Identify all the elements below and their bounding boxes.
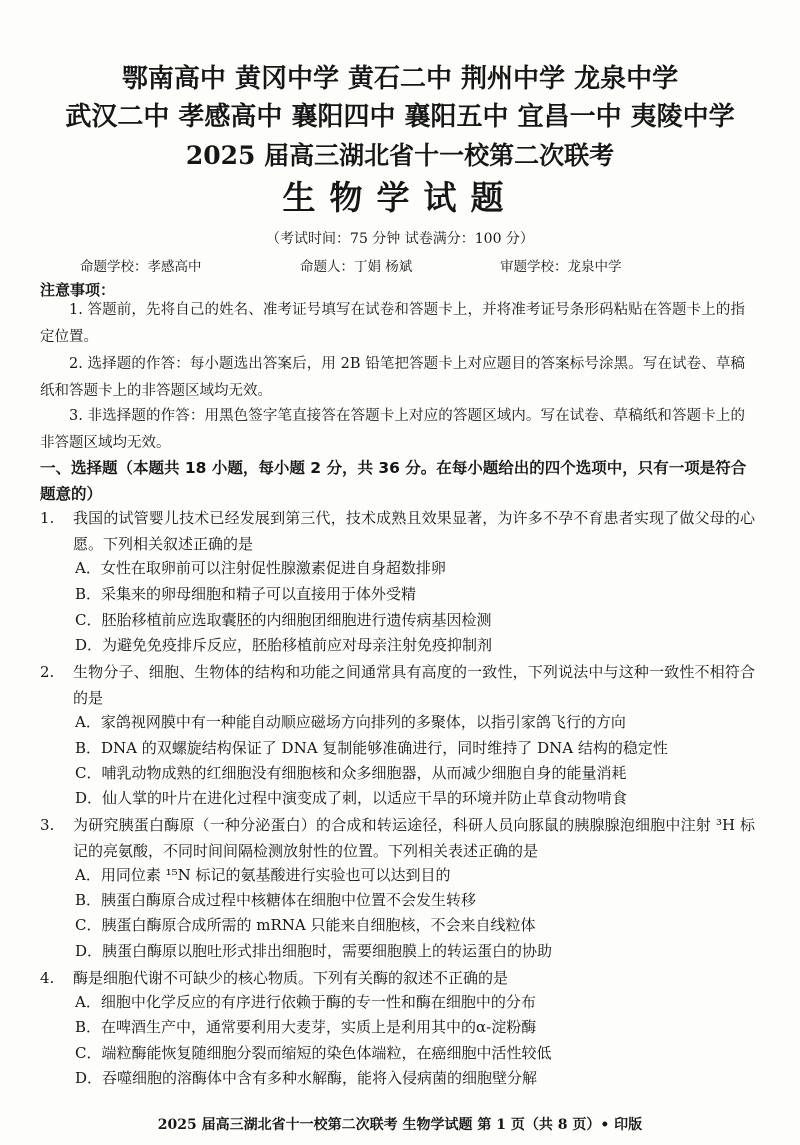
schools-line-2: 武汉二中 孝感高中 襄阳四中 襄阳五中 宜昌一中 夷陵中学 [65,102,735,132]
question-option: C．胚胎移植前应选取囊胚的内细胞团细胞进行遗传病基因检测 [75,611,492,629]
question-stem: 生物分子、细胞、生物体的结构和功能之间通常具有高度的一致性，下列说法中与这种一致性不相符合的是 [73,663,755,707]
question-number: 1. [40,509,55,527]
notice-item: 3. 非选择题的作答：用黑色签字笔直接答在答题卡上对应的答题区域内。写在试卷、草稿纸和答题卡上的非答题区域均无效。 [40,408,745,451]
notice-item: 2. 选择题的作答：每小题选出答案后，用 2B 铅笔把答题卡上对应题目的答案标号涂黑。写在试卷、草稿纸和答题卡上的非答题区域均无效。 [40,356,745,399]
question-option: C．哺乳动物成熟的红细胞没有细胞核和众多细胞器，从而减少细胞自身的能量消耗 [75,764,627,782]
question-option: A．家鸽视网膜中有一种能自动顺应磁场方向排列的多聚体，以指引家鸽飞行的方向 [75,713,626,731]
question [40,812,755,864]
question-option: B．在啤酒生产中，通常要利用大麦芽，实质上是利用其中的α-淀粉酶 [75,1018,537,1036]
question-number: 2. [40,663,55,681]
notice-heading: 注意事项： [40,281,116,299]
question-number: 3. [40,816,55,834]
question-option: D．吞噬细胞的溶酶体中含有多种水解酶，能将入侵病菌的细胞壁分解 [75,1069,538,1087]
subject-title: 生物学试题 [282,178,518,217]
question-stem: 酶是细胞代谢不可缺少的核心物质。下列有关酶的叙述不正确的是 [73,969,509,987]
exam-meta: （考试时间：75 分钟 试卷满分：100 分） [266,231,534,247]
section-title: 一、选择题（本题共 18 小题，每小题 2 分，共 36 分。在每小题给出的四个选项中，只有一项是符合题意的） [40,459,747,503]
question [40,505,755,557]
question-option: B．DNA 的双螺旋结构保证了 DNA 复制能够准确进行，同时维持了 DNA 结构的稳定性 [75,739,668,757]
question-option: D．为避免免疫排斥反应，胚胎移植前应对母亲注射免疫抑制剂 [75,636,493,654]
question-option: D．仙人掌的叶片在进化过程中演变成了刺，以适应干旱的环境并防止草食动物啃食 [75,789,628,807]
question-option: C．端粒酶能恢复随细胞分裂而缩短的染色体端粒，在癌细胞中活性较低 [75,1044,552,1062]
question-number: 4. [40,969,55,987]
notice-item: 1. 答题前，先将自己的姓名、准考证号填写在试卷和答题卡上，并将准考证号条形码粘贴在答题卡上的指定位置。 [40,302,745,345]
reviewer-school: 审题学校：龙泉中学 [500,259,622,275]
question-stem: 为研究胰蛋白酶原（一种分泌蛋白）的合成和转运途径，科研人员向豚鼠的胰腺腺泡细胞中注射 ³H 标记的亮氨酸，不同时间间隔检测放射性的位置。下列相关表述正确的是 [73,816,755,860]
setter-school: 命题学校：孝感高中 [80,259,202,275]
question [40,659,755,711]
question-option: D．胰蛋白酶原以胞吐形式排出细胞时，需要细胞膜上的转运蛋白的协助 [75,942,553,960]
setters: 命题人：丁娟 杨斌 [300,259,413,275]
question-option: B．胰蛋白酶原合成过程中核糖体在细胞中位置不会发生转移 [75,891,477,909]
question-option: A．用同位素 ¹⁵N 标记的氨基酸进行实验也可以达到目的 [75,866,451,884]
question-option: B．采集来的卵母细胞和精子可以直接用于体外受精 [75,585,417,603]
page-footer: 2025 届高三湖北省十一校第二次联考 生物学试题 第 1 页（共 8 页）• 印版 [157,1117,643,1133]
question-stem: 我国的试管婴儿技术已经发展到第三代，技术成熟且效果显著，为许多不孕不育患者实现了做父母的心愿。下列相关叙述正确的是 [73,509,755,553]
question-option: A．细胞中化学反应的有序进行依赖于酶的专一性和酶在细胞中的分布 [75,993,536,1011]
exam-title: 2025 届高三湖北省十一校第二次联考 [185,141,615,170]
question [40,965,755,991]
schools-line-1: 鄂南高中 黄冈中学 黄石二中 荆州中学 龙泉中学 [121,64,679,94]
question-option: C．胰蛋白酶原合成所需的 mRNA 只能来自细胞核，不会来自线粒体 [75,916,536,934]
question-option: A．女性在取卵前可以注射促性腺激素促进自身超数排卵 [75,559,446,577]
